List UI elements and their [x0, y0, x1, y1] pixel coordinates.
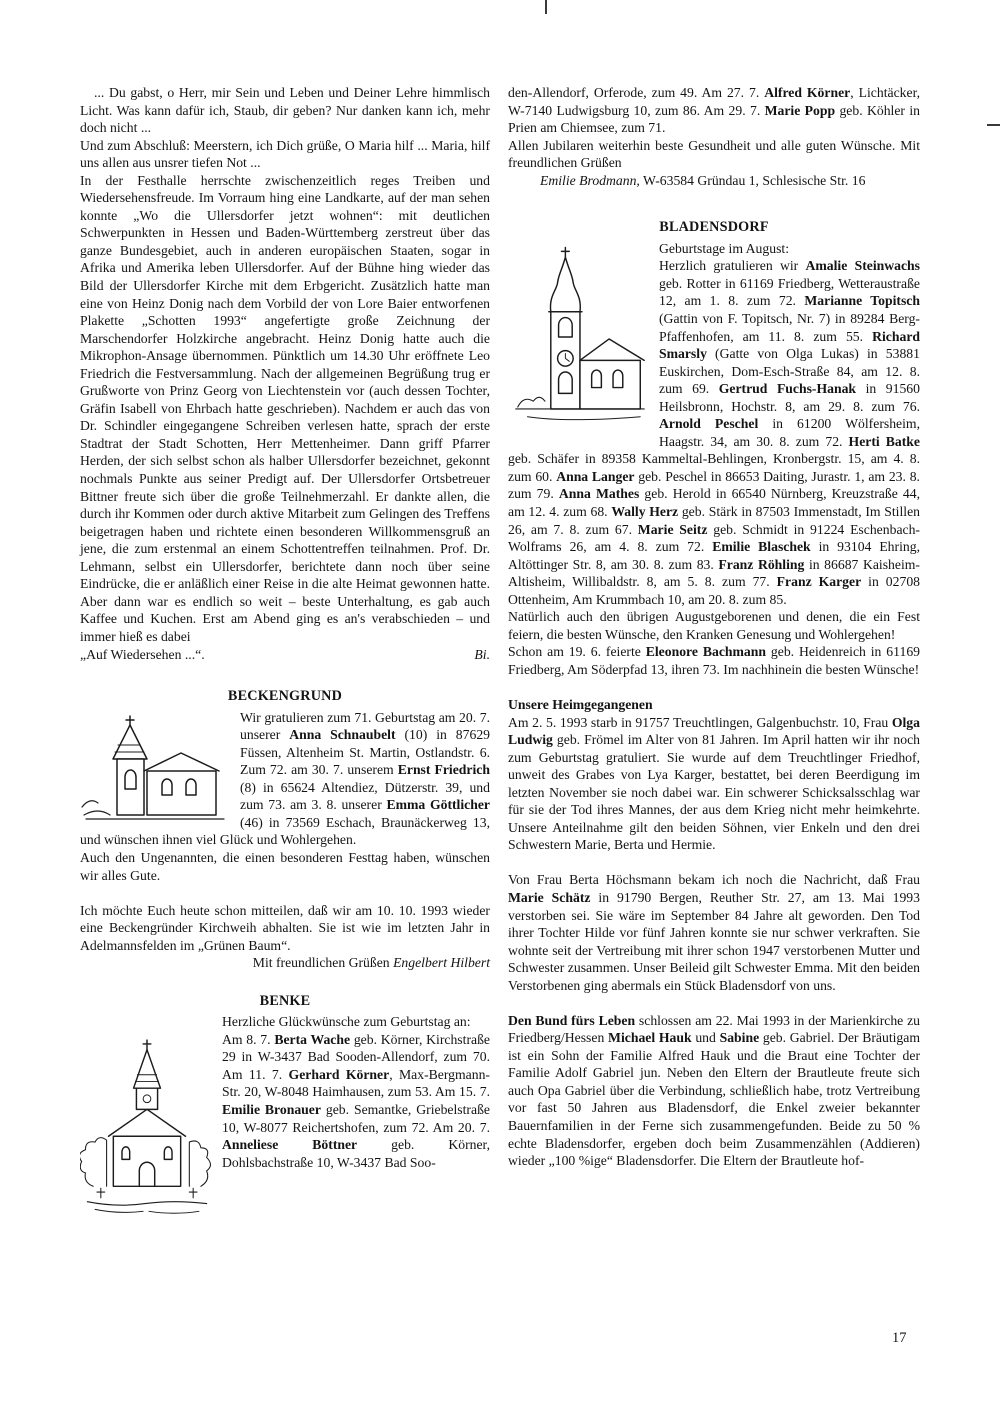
- subheading-heimgegangenen: Unsere Heimgegangenen: [508, 697, 653, 712]
- paragraph: Auch den Ungenannten, die einen besonderen Festtag haben, wünschen wir alles Gute.: [80, 849, 490, 883]
- bladensdorf-section: [508, 240, 920, 1170]
- section-heading-bladensdorf: BLADENSDORF: [659, 219, 769, 236]
- paragraph: Von Frau Berta Höchsmann bekam ich noch die Nachricht, daß Frau Marie Schätz in 91790 Bergen, Reuther Str. 27, am 13. Mai 1993 verstorben sei. Sie wäre im September 84 Jahre alt geworden. Den Tod ihrer Tochter Hilde vor fünf Jahren konnte sie nur schwer verkraften. Sie wohnte seit der Vertreibung mit ihrer schon 1947 verstorbenen Mutter und Schwester zusammen. Unser Beileid gilt Schwester Emma. Mit den beiden Verstorbenen ging abermals ein Stück Bladensdorf von uns.: [508, 872, 920, 993]
- signoff-line: Emilie Brodmann, W-63584 Gründau 1, Schlesische Str. 16: [540, 172, 866, 188]
- beckengrund-section: [80, 709, 490, 972]
- paragraph: Am 2. 5. 1993 starb in 91757 Treuchtlingen, Galgenbuchstr. 10, Frau Olga Ludwig geb. Frömel im Alter von 81 Jahren. Im April hatten wir ihr noch zum Geburtstag gratuliert. Sie wurde auf dem Treuchtlinger Friedhof, unweit des Grabes von Lya Karger, bestattet, bei deren Beerdigung im letzten November sie noch dabei war. Ein schwerer Schicksalsschlag war für sie der Tod ihres Mannes, der aus dem Krieg nicht mehr heimkehrte. Unsere Anteilnahme gilt den beiden Söhnen, vier Enkeln und den drei Schwestern Marie, Berta und Hermie.: [508, 714, 920, 853]
- intro-closing-line: [80, 646, 490, 664]
- benke-section: [80, 1013, 490, 1219]
- intro-paragraph: ... Du gabst, o Herr, mir Sein und Leben und Deiner Lehre himmlisch Licht. Was kann dafür ich, Staub, dir geben? Nur danken kann ich, mehr doch nicht ...: [80, 85, 490, 136]
- paragraph: Den Bund fürs Leben schlossen am 22. Mai 1993 in der Marienkirche zu Friedberg/Hessen Michael Hauk und Sabine geb. Gabriel. Der Bräutigam ist ein Sohn der Familie Alfred Hauk und die Braut eine Tochter der Familie Adolf Gabriel jun. Neben den Eltern der Brautleute freute sich auch Opa Gabriel über die Verbindung, schließlich habe, trotz Vertreibung vor fast 50 Jahren aus Bladensdorf, die Enkel zweier bekannter Bauernfamilien in der Ferne sich zusammengefunden. Beide zu 50 % echte Bladensdorfer, ergeben doch beim Zusammenzählen (Addieren) wieder „100 %ige“ Bladensdorfer. Die Eltern der Brautleute hof-: [508, 1012, 920, 1169]
- paragraph: Schon am 19. 6. feierte Eleonore Bachmann geb. Heidenreich in 61169 Friedberg, Am Söderpfad 13, ihren 73. Im nachhinein die besten Wünsche!: [508, 644, 921, 677]
- crop-mark-top: [545, 0, 547, 14]
- paragraph: Allen Jubilaren weiterhin beste Gesundheit und alle guten Wünsche. Mit freundlichen Grüßen: [508, 137, 920, 171]
- signoff-line: Mit freundlichen Grüßen Engelbert Hilbert: [252, 955, 490, 971]
- crop-mark-right: [987, 124, 1000, 126]
- bladensdorf-church-illustration: [508, 242, 650, 432]
- paragraph: Herzliche Glückwünsche zum Geburtstag an:: [222, 1014, 471, 1030]
- paragraph: Am 8. 7. Berta Wache geb. Körner, Kirchstraße 29 in W-3437 Bad Sooden-Allendorf, zum 70. Am 11. 7. Gerhard Körner, Max-Bergmann-Str. 20, W-8048 Haimhausen, zum 53. Am 15. 7. Emilie Bronauer geb. Semantke, Griebelstraße 10, W-8077 Reichertshofen, zum 72. Am 20. 7. Anneliese Böttner geb. Körner, Dohlsbachstraße 10, W-3437 Bad Soo-: [222, 1031, 490, 1170]
- paragraph: Herzlich gratulieren wir Amalie Steinwachs geb. Rotter in 61169 Friedberg, Wetteraustraße 12, am 1. 8. zum 72. Marianne Topitsch (Gattin von F. Topitsch, Nr. 7) in 89284 Berg-Pfaffenhofen, am 11. 8. zum 55. Richard Smarsly (Gatte von Olga Lukas) in 53881 Euskirchen, Dom-Esch-Straße 84, am 12. 8. zum 69. Gertrud Fuchs-Hanak in 91560 Heilsbronn, Hochstr. 8, am 29. 8. zum 76. Arnold Peschel in 61200 Wölfersheim, Haagstr. 34, am 30. 8. zum 72. Herti Batke geb. Schäfer in 89358 Kammeltal-Behlingen, Kronbergstr. 15, am 4. 8. zum 60. Anna Langer geb. Peschel in 86653 Daiting, Jurastr. 1, am 23. 8. zum 79. Anna Mathes geb. Herold in 66540 Nürnberg, Kreuzstraße 44, am 12. 4. zum 68. Wally Herz geb. Stärk in 87503 Immenstadt, Im Stillen 26, am 7. 8. zum 67. Marie Seitz geb. Schmidt in 91224 Eschenbach-Wolframs 26, am 4. 8. zum 72. Emilie Blaschek in 93104 Ehring, Altöttinger Str. 8, am 30. 8. zum 83. Franz Röhling in 86687 Kaisheim-Altisheim, Willibaldstr. 8, am 5. 8. zum 77. Franz Karger in 02708 Ottenheim, Am Krummbach 10, am 20. 8. zum 85.: [508, 258, 921, 607]
- section-heading-beckengrund: BECKENGRUND: [227, 688, 343, 705]
- right-column: [508, 84, 920, 1219]
- two-column-layout: [80, 84, 920, 1219]
- paragraph: Ich möchte Euch heute schon mitteilen, daß wir am 10. 10. 1993 wieder eine Beckengründer Kirchweih abhalten. Sie ist wie im letzten Jahr in Adelmannsfelden im „Grünen Baum“.: [80, 902, 490, 953]
- author-initials: Bi.: [474, 646, 490, 662]
- paragraph: den-Allendorf, Orferode, zum 49. Am 27. 7. Alfred Körner, Lichtäcker, W-7140 Ludwigsburg 10, zum 86. Am 29. 7. Marie Popp geb. Köhler in Prien am Chiemsee, zum 71.: [508, 85, 921, 136]
- paragraph: Geburtstage im August:: [659, 240, 790, 256]
- beckengrund-church-illustration: [80, 713, 230, 825]
- benke-church-illustration: [80, 1017, 214, 1219]
- left-column: [80, 84, 490, 1219]
- page-number: 17: [892, 1330, 907, 1346]
- closing-quote-text: „Auf Wiedersehen ...“.: [80, 646, 205, 662]
- intro-paragraph: Und zum Abschluß: Meerstern, ich Dich grüße, O Maria hilf ... Maria, hilf uns allen aus unsrer tiefen Not ...: [80, 137, 490, 171]
- paragraph: Wir gratulieren zum 71. Geburtstag am 20. 7. unserer Anna Schnaubelt (10) in 87629 Füssen, Altenheim St. Martin, Ostlandstr. 6. Zum 72. am 30. 7. unserem Ernst Friedrich (8) in 65624 Altendiez, Dützerstr. 39, und zum 73. am 3. 8. unserer Emma Göttlicher (46) in 73569 Eschach, Braunäckerweg 13, und wünschen ihnen viel Glück und Wohlergehen.: [80, 709, 491, 848]
- section-heading-benke: BENKE: [259, 992, 311, 1009]
- paragraph: Natürlich auch den übrigen Augustgeborenen und denen, die ein Fest feiern, die besten Wünsche, den Kranken Genesung und Wohlergehen!: [508, 609, 920, 642]
- intro-paragraph: In der Festhalle herrschte zwischenzeitlich reges Treiben und Wiedersehensfreude. Im Vorraum hing eine Landkarte, auf der man sehen konnte „Wo die Ullersdorfer jetzt wohnen“: mit deutlichen Schwerpunkten in Hessen und Baden-Württemberg zerstreut über das ganze Bundesgebiet, auch in anderen europäischen Staaten, sogar in Afrika und Amerika leben Ullersdorfer. Auf der Bühne hing wieder das Bild der Ullersdorfer Kirche mit dem Erbgericht. Zusätzlich hatte man eine von Heinz Donig nach dem Vorbild der von Lore Baier entworfenen Plakette „Schotten 1993“ angefertigte große Zeichnung der Marschendorfer Holzkirche angebracht. Heinz Donig hatte auch die Mikrophon-Ansage übernommen. Pünktlich um 14.30 Uhr eröffnete Leo Friedrich die Festversammlung. Nach der allgemeinen Begrüßung trug er Grußworte von Prinz Georg von Liechtenstein vor (auch dessen Tochter, Gräfin Isabell von Ehrbach hatte geschrieben). Nachdem er auch das von Dr. Schindler eingegangene Schreiben verlesen hatte, sprach der erste Stadtrat der Stadt Schotten, Herr Mettenheimer. Dann griff Pfarrer Herden, der sich selbst schon als halber Ullersdorfer bezeichnet, gekonnt nochmals Punkte aus seiner Predigt auf. Der Ullersdorfer Ortsbetreuer Bittner freute sich über die große Teilnehmerzahl. Er dankte allen, die durch ihr Kommen oder durch aktive Mitarbeit zum Gelingen des Treffens beigetragen haben und richtete einen besonderen Willkommensgruß an jene, die zum erstenmal an einem Schottentreffen teilnahmen. Prof. Dr. Lehmann, selbst ein Ullersdorfer, berichtete dann noch über seine Eindrücke, die er anläßlich einer Reise in die alte Heimat gewonnen hatte. Aber dann war es endlich so weit – beste Unterhaltung, es gab auch Kaffee und Kuchen. Erst am Abend ging es an's verabschieden – und immer hieß es dabei: [80, 172, 490, 644]
